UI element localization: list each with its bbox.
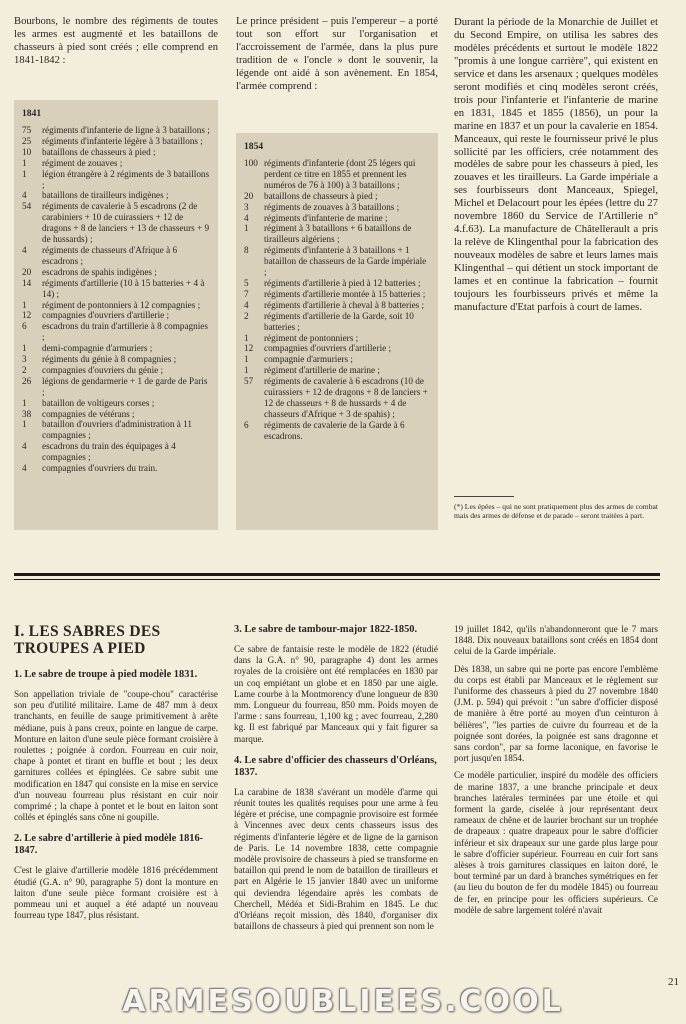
table-1854-entry — [244, 278, 430, 289]
table-1841-entry-text: bataillon de voltigeurs corses ; — [42, 397, 155, 408]
table-1841-entry — [22, 365, 210, 376]
table-1841-entry-text: régiment de zouaves ; — [42, 157, 123, 168]
table-1854-entry-count: 20 — [244, 190, 254, 201]
footnote-separator — [454, 496, 514, 497]
table-1854-entry-text: régiment de pontonniers ; — [264, 332, 359, 343]
table-1854-entry — [244, 354, 430, 365]
table-1841-entry-count: 1 — [22, 299, 27, 310]
table-1854-entry-count: 2 — [244, 310, 249, 321]
table-1841-entry-count: 26 — [22, 375, 32, 386]
table-1841-entry-text: compagnies de vétérans ; — [42, 408, 135, 419]
table-1841-entry-count: 6 — [22, 321, 27, 332]
footnote: (*) Les épées – qui ne sont pratiquement plus des armes de combat mais des armes de défense et de parade – seront traitées à part. — [454, 502, 658, 521]
table-1841-entry — [22, 169, 210, 191]
table-1841-entry-count: 3 — [22, 354, 27, 365]
table-1841-entry-text: régiment de pontonniers à 12 compagnies ; — [42, 299, 201, 310]
table-1841-entry-text: compagnies d'ouvriers du train. — [42, 463, 158, 474]
col3-para-3: Ce modèle particulier, inspiré du modèle des officiers de marine 1837, a une branche principale et deux branches latérales terminées par une étoile et qui forment la garde, ciselée à jour représentant deux rameaux de chêne et de laurier brochant sur un trophée de drapeaux : quatre drapeaux pour le sabre d'officier inférieur et six drapeaux sur une garde plus large pour le sabre d'officier supérieur. Fourreau en cuir fort sans alèses à trois garnitures classiques en laiton doré, le bout terminé par un dard à branches symétriques en fer (au lieu du bouton de fer du modèle 1845) ou fourreau de fer, en principe pour les officiers supérieurs. Ce modèle de sabre largement toléré n'avait — [454, 770, 658, 915]
page-number: 21 — [668, 976, 679, 988]
table-1841-entry — [22, 321, 210, 343]
table-1841-entry-count: 4 — [22, 190, 27, 201]
table-1841-entry-text: escadrons du train des équipages à 4 compagnies ; — [42, 441, 176, 463]
table-1841-entry-count: 4 — [22, 441, 27, 452]
table-1854-entry-text: régiment à 3 bataillons + 6 bataillons de tirailleurs algériens ; — [264, 223, 412, 245]
table-1841-entry-count: 4 — [22, 244, 27, 255]
table-1841-entry — [22, 278, 210, 300]
table-1854-entry-text: régiments d'infanterie (dont 25 légers qui perdent ce titre en 1855 et prennent les numéros de 76 à 100) à 3 bataillons ; — [264, 158, 416, 190]
bottom-col-1 — [14, 623, 218, 927]
table-1841-entry-count: 25 — [22, 135, 32, 146]
table-1841-entry — [22, 463, 210, 474]
table-1841-entry — [22, 147, 210, 158]
bottom-col-2 — [234, 624, 438, 938]
table-1854-entry — [244, 213, 430, 224]
table-1854-entry-count: 3 — [244, 201, 249, 212]
table-1854-entry-count: 8 — [244, 245, 249, 256]
table-1841-entry — [22, 398, 210, 409]
table-1854-entry — [244, 245, 430, 278]
table-1854-entry — [244, 343, 430, 354]
section-rule-thin — [14, 579, 660, 580]
table-1854-entry-count: 4 — [244, 299, 249, 310]
table-1854-entry-count: 12 — [244, 343, 254, 354]
col3-para-1: 19 juillet 1842, qu'ils n'abandonneront que le 7 mars 1848. Dix nouveaux bataillons sont créés en 1854 dont celui de la Garde impériale. — [454, 624, 658, 657]
table-1854-entry — [244, 202, 430, 213]
table-1841-entry-count: 75 — [22, 125, 32, 135]
table-1854-entry-count: 1 — [244, 223, 249, 234]
table-1854-entry — [244, 158, 430, 191]
table-1841-entry — [22, 310, 210, 321]
table-1854-entry-count: 57 — [244, 376, 254, 387]
table-1841-entry-count: 20 — [22, 266, 32, 277]
table-1854-entry — [244, 365, 430, 376]
table-1841-entry-count: 54 — [22, 201, 32, 212]
table-1854-year: 1854 — [244, 141, 264, 152]
table-1854-entry-count: 6 — [244, 419, 249, 430]
table-1841-entry-count: 38 — [22, 408, 32, 419]
table-1854-entry — [244, 376, 430, 420]
s3-text: Ce sabre de fantaisie reste le modèle de 1822 (étudié dans la G.A. n° 90, paragraphe 4) dont les armes royales de la croisière ont été remplacées en 1830 par un coq empiétant un globe et en 1850 par une aigle. Lame courbe à la Montmorency d'une longueur de 830 mm. Longueur du fourreau, 850 mm. Poids moyen de l'arme : sans fourreau, 1,100 kg ; avec fourreau, 2,280 kg. Il est fabriqué par Manceaux qui y fait figurer sa marque. — [234, 644, 438, 744]
table-1841-entry-count: 1 — [22, 419, 27, 430]
table-1854-entry-count: 1 — [244, 365, 249, 376]
table-1841-entry-text: légions de gendarmerie + 1 de garde de Paris ; — [42, 375, 208, 397]
table-1854-list — [244, 158, 430, 442]
table-1841-entry — [22, 441, 210, 463]
table-1854-entry — [244, 223, 430, 245]
table-1841-entry-count: 4 — [22, 463, 27, 474]
table-1841-entry-text: légion étrangère à 2 régiments de 3 bataillons ; — [42, 168, 210, 190]
table-1841-entry-text: régiments d'infanterie légère à 3 bataillons ; — [42, 135, 203, 146]
table-1841-entry — [22, 158, 210, 169]
table-1854-entry — [244, 311, 430, 333]
table-1841-entry-text: bataillons de tirailleurs indigènes ; — [42, 190, 169, 201]
table-1841-entry-text: escadrons de spahis indigènes ; — [42, 266, 157, 277]
table-1841-entry — [22, 190, 210, 201]
table-1854-entry-count: 4 — [244, 212, 249, 223]
table-1841-entry — [22, 409, 210, 420]
table-1854-entry-text: régiments d'artillerie montée à 15 batteries ; — [264, 288, 426, 299]
table-1854-entry — [244, 333, 430, 344]
table-1841-entry — [22, 267, 210, 278]
table-1841-list — [22, 125, 210, 474]
table-1841-entry — [22, 136, 210, 147]
table-1841-entry-text: bataillon d'ouvriers d'administration à 11 compagnies ; — [42, 419, 192, 441]
table-1841-entry-text: régiments d'artillerie (10 à 15 batteries + 4 à 14) ; — [42, 277, 205, 299]
table-1841-entry-count: 1 — [22, 397, 27, 408]
s2-text: C'est le glaive d'artillerie modèle 1816 précédemment étudié (G.A. n° 90, paragraphe 5) dont la monture en laiton d'une seule pièce formant croisière est à pommeau uni et auquel a été adapté un nouveau fourreau type 1847, plus résistant. — [14, 865, 218, 921]
table-1841-entry-count: 1 — [22, 343, 27, 354]
table-1841-entry — [22, 125, 210, 136]
table-1854-entry — [244, 191, 430, 202]
table-1854-entry-count: 1 — [244, 354, 249, 365]
table-1841-entry — [22, 419, 210, 441]
table-1841-entry-text: escadrons du train d'artillerie à 8 compagnies ; — [42, 321, 208, 343]
table-1854-entry — [244, 420, 430, 442]
table-1841-entry — [22, 300, 210, 311]
table-1841-entry-text: régiments de cavalerie à 5 escadrons (2 de carabiniers + 10 de cuirassiers + 12 de dragons + 8 de lanciers + 13 de chasseurs + 9 de hussards) ; — [42, 201, 210, 245]
table-1854-entry — [244, 289, 430, 300]
table-1854-entry-text: régiments d'infanterie à 3 bataillons + 1 bataillon de chasseurs de la Garde impériale ; — [264, 245, 427, 278]
table-1841 — [14, 100, 218, 530]
col3-text: Durant la période de la Monarchie de Juillet et du Second Empire, on utilisa les sabres des modèles précédents et surtout le modèle 1822 "promis à une longue carrière", qui existent en service et dans les arsenaux ; quelques modèles seront modifiés et cinq modèles seront créés, trois pour l'infanterie et l'infanterie de marine en 1831, 1845 et 1855 (1856), un pour la marine en 1837 et un pour la cavalerie en 1854. Manceaux, qui reste le fournisseur privé le plus sollicité par les officiers, crée notamment des modèles de sabre pour les chasseurs à pied, les zouaves et les tirailleurs. La Garde impériale a ses fourbisseurs dont Manceaux, Spiegel, Michel et Delacourt pour les épées (lettre du 27 novembre 1860 du Service de l'Artillerie n° 4.f.63). La manufacture de Châtellerault a pris la relève de Klingenthal pour la fabrication des nouveaux modèles de sabre et leurs lames mais Klingenthal – qui détient un stock important de lames et en continue la fabrication – fournit toujours les fourbisseurs privés et même la manufacture d'Etat parfois à court de lames. — [454, 16, 658, 313]
section-title: I. LES SABRES DES TROUPES A PIED — [14, 623, 161, 657]
s4-text: La carabine de 1838 s'avérant un modèle d'arme qui réunit toutes les qualités requises pour une arme à feu légère et précise, une compagnie provisoire est formée à Vincennes avec deux cents chasseurs issus des régiments d'infanterie légère et de ligne de la garnison de Paris. Le 14 novembre 1838, cette compagnie modèle provisoire de chasseurs à pied se transforme en bataillon qui prend le nom de bataillon de tirailleurs et part en Algérie le 15 janvier 1840 avec un uniforme qui deviendra légendaire après les combats de Cherchell, Médéa et Sidi-Brahim en 1845. Le duc d'Orléans reçoit mission, dès 1840, d'organiser dix bataillons de chasseurs à pied qui prennent son nom le — [234, 786, 438, 932]
table-1841-entry-text: bataillons de chasseurs à pied ; — [42, 146, 156, 157]
table-1854-entry-text: régiments de cavalerie de la Garde à 6 escadrons. — [264, 419, 405, 441]
table-1841-entry-text: régiments du génie à 8 compagnies ; — [42, 354, 177, 365]
table-1841-entry-count: 14 — [22, 277, 32, 288]
table-1854-entry-text: bataillons de chasseurs à pied ; — [264, 190, 378, 201]
table-1841-entry-count: 12 — [22, 310, 32, 321]
table-1854-entry-text: régiments de zouaves à 3 bataillons ; — [264, 201, 400, 212]
table-1841-entry — [22, 354, 210, 365]
col1-intro-text: Bourbons, le nombre des régiments de toutes les armes est augmenté et les bataillons de chasseurs à pied sont créés ; elle comprend en 1841-1842 : — [14, 16, 218, 66]
bottom-col-3 — [454, 624, 658, 922]
table-1841-entry-text: compagnies d'ouvriers d'artillerie ; — [42, 310, 170, 321]
table-1854-entry-text: régiments de cavalerie à 6 escadrons (10 de cuirassiers + 12 de dragons + 8 de lanciers + 12 de chasseurs + 8 de hussards + 4 de chasseurs d'Afrique + 3 de spahis) ; — [264, 376, 428, 419]
table-1841-year: 1841 — [22, 108, 42, 119]
table-1854-entry-text: régiments d'artillerie à pied à 12 batteries ; — [264, 277, 421, 288]
table-1841-entry-text: compagnies d'ouvriers du génie ; — [42, 364, 164, 375]
table-1841-entry — [22, 245, 210, 267]
s2-title: 2. Le sabre d'artillerie à pied modèle 1816-1847. — [14, 833, 204, 857]
table-1854-entry-text: régiments d'infanterie de marine ; — [264, 212, 388, 223]
s1-title: 1. Le sabre de troupe à pied modèle 1831. — [14, 669, 198, 680]
table-1841-entry-count: 10 — [22, 146, 32, 157]
table-1841-entry — [22, 343, 210, 354]
table-1854-entry-count: 100 — [244, 158, 258, 168]
table-1841-entry-count: 1 — [22, 168, 27, 179]
table-1854-entry-text: compagnies d'ouvriers d'artillerie ; — [264, 343, 392, 354]
table-1841-entry-text: régiments d'infanterie de ligne à 3 bataillons ; — [42, 125, 210, 135]
table-1854-entry-count: 7 — [244, 288, 249, 299]
site-watermark: ARMESOUBLIEES.COOL — [122, 984, 564, 1019]
table-1854 — [236, 133, 438, 530]
col3-para-2: Dès 1838, un sabre qui ne porte pas encore l'emblème du corps est établi par Manceaux et le règlement sur l'uniforme des chasseurs à pied du 27 novembre 1840 (J.M. p. 594) qui prévoit : "un sabre d'officier disposé de manière à être porté au moyen d'un ceinturon à bélières", "les parties de cuivre du fourreau et de la poignée sont dorées, la poignée est sans dragonne et sans cordon", par sa forme laconique, en favorise le port jusqu'en 1854. — [454, 663, 658, 764]
table-1841-entry-text: demi-compagnie d'armuriers ; — [42, 343, 153, 354]
s4-title: 4. Le sabre d'officier des chasseurs d'Orléans, 1837. — [234, 754, 437, 778]
table-1841-entry-text: régiments de chasseurs d'Afrique à 6 escadrons ; — [42, 244, 178, 266]
table-1841-entry — [22, 201, 210, 245]
table-1854-entry — [244, 300, 430, 311]
col2-intro-text: Le prince président – puis l'empereur – a porté tout son effort sur l'organisation et l'accroissement de l'armée, dans la plus pure tradition de « l'oncle » dont le souvenir, la légende ont aidé à son avènement. En 1854, l'armée comprend : — [236, 16, 438, 92]
table-1854-entry-count: 1 — [244, 332, 249, 343]
s3-title: 3. Le sabre de tambour-major 1822-1850. — [234, 624, 418, 635]
table-1854-entry-count: 5 — [244, 277, 249, 288]
s1-text: Son appellation triviale de "coupe-chou" caractérise son peu d'utilité militaire. Lame de 487 mm à deux tranchants, en feuille de sauge primitivement à arête médiane, puis à pans creux, pointe en langue de carpe. Monture en laiton d'une seule pièce formant croisière à roulettes ; poignée à cordon. Fourreau en cuir noir, chape à pontet et tirant en buffle et bout ; les deux garnitures collées et épinglées. Ce sabre subit une modification en 1847 qui consiste en la mise en service d'un nouveau fourreau plus résistant en cuir noir comprimé ; la chape à pontet et le bout en laiton sont collés et épinglés sans cône ni goupille. — [14, 689, 218, 823]
table-1854-entry-text: régiments d'artillerie à cheval à 8 batteries ; — [264, 299, 425, 310]
table-1854-entry-text: compagnie d'armuriers ; — [264, 354, 353, 365]
table-1841-entry-count: 1 — [22, 157, 27, 168]
table-1854-entry-text: régiment d'artillerie de marine ; — [264, 365, 380, 376]
table-1841-entry-count: 2 — [22, 364, 27, 375]
table-1854-entry-text: régiments d'artillerie de la Garde, soit 10 batteries ; — [264, 310, 414, 332]
table-1841-entry — [22, 376, 210, 398]
section-rule-thick — [14, 573, 660, 576]
